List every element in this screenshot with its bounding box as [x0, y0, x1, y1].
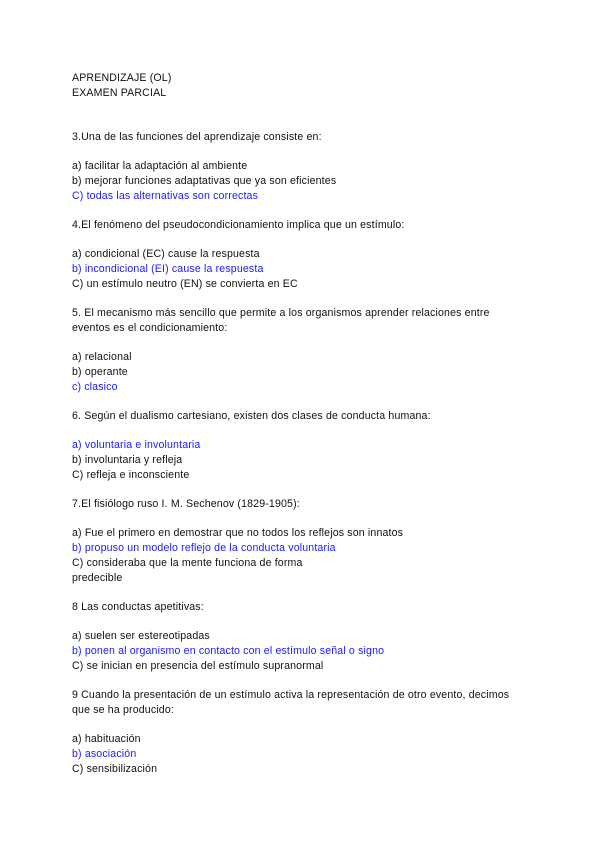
question-7-option-b: b) propuso un modelo reflejo de la conducta voluntaria [72, 542, 336, 554]
question-9-text-line2: que se ha producido: [72, 704, 174, 716]
question-8-text: 8 Las conductas apetitivas: [72, 601, 204, 613]
question-7-text: 7.El fisiólogo ruso I. M. Sechenov (1829-1905): [72, 498, 300, 510]
question-3-option-b: b) mejorar funciones adaptativas que ya son eficientes [72, 175, 337, 187]
question-6-option-c: C) refleja e inconsciente [72, 469, 190, 481]
question-5-option-a: a) relacional [72, 351, 132, 363]
question-8-option-a: a) suelen ser estereotipadas [72, 630, 210, 642]
question-8-option-c: C) se inician en presencia del estímulo supranormal [72, 660, 324, 672]
question-9-option-b: b) asociación [72, 748, 137, 760]
question-4-option-c: C) un estímulo neutro (EN) se convierta en EC [72, 278, 298, 290]
question-6-text: 6. Según el dualismo cartesiano, existen dos clases de conducta humana: [72, 410, 431, 422]
question-5-text-line2: eventos es el condicionamiento: [72, 322, 228, 334]
question-7-option-c-continued: predecible [72, 572, 123, 584]
question-5-option-b: b) operante [72, 366, 128, 378]
course-title: APRENDIZAJE (OL) [72, 72, 172, 84]
question-9-text-line1: 9 Cuando la presentación de un estímulo activa la representación de otro evento, decimos [72, 689, 510, 701]
question-3-text: 3.Una de las funciones del aprendizaje consiste en: [72, 131, 322, 143]
question-8-option-b: b) ponen al organismo en contacto con el estímulo señal o signo [72, 645, 385, 657]
question-6-option-a: a) voluntaria e involuntaria [72, 439, 201, 451]
question-4-text: 4.El fenómeno del pseudocondicionamiento implica que un estímulo: [72, 219, 405, 231]
question-7-option-c: C) consideraba que la mente funciona de forma [72, 557, 303, 569]
question-5-text-line1: 5. El mecanismo más sencillo que permite a los organismos aprender relaciones entre [72, 307, 490, 319]
question-5-option-c: c) clasico [72, 381, 118, 393]
question-6-option-b: b) involuntaria y refleja [72, 454, 183, 466]
question-3-option-a: a) facilitar la adaptación al ambiente [72, 160, 248, 172]
question-9-option-a: a) habituación [72, 733, 141, 745]
exam-type: EXAMEN PARCIAL [72, 87, 167, 99]
question-3-option-c: C) todas las alternativas son correctas [72, 190, 259, 202]
question-4-option-a: a) condicional (EC) cause la respuesta [72, 248, 260, 260]
question-7-option-a: a) Fue el primero en demostrar que no todos los reflejos son innatos [72, 527, 404, 539]
question-4-option-b: b) incondicional (EI) cause la respuesta [72, 263, 264, 275]
question-9-option-c: C) sensibilización [72, 763, 158, 775]
